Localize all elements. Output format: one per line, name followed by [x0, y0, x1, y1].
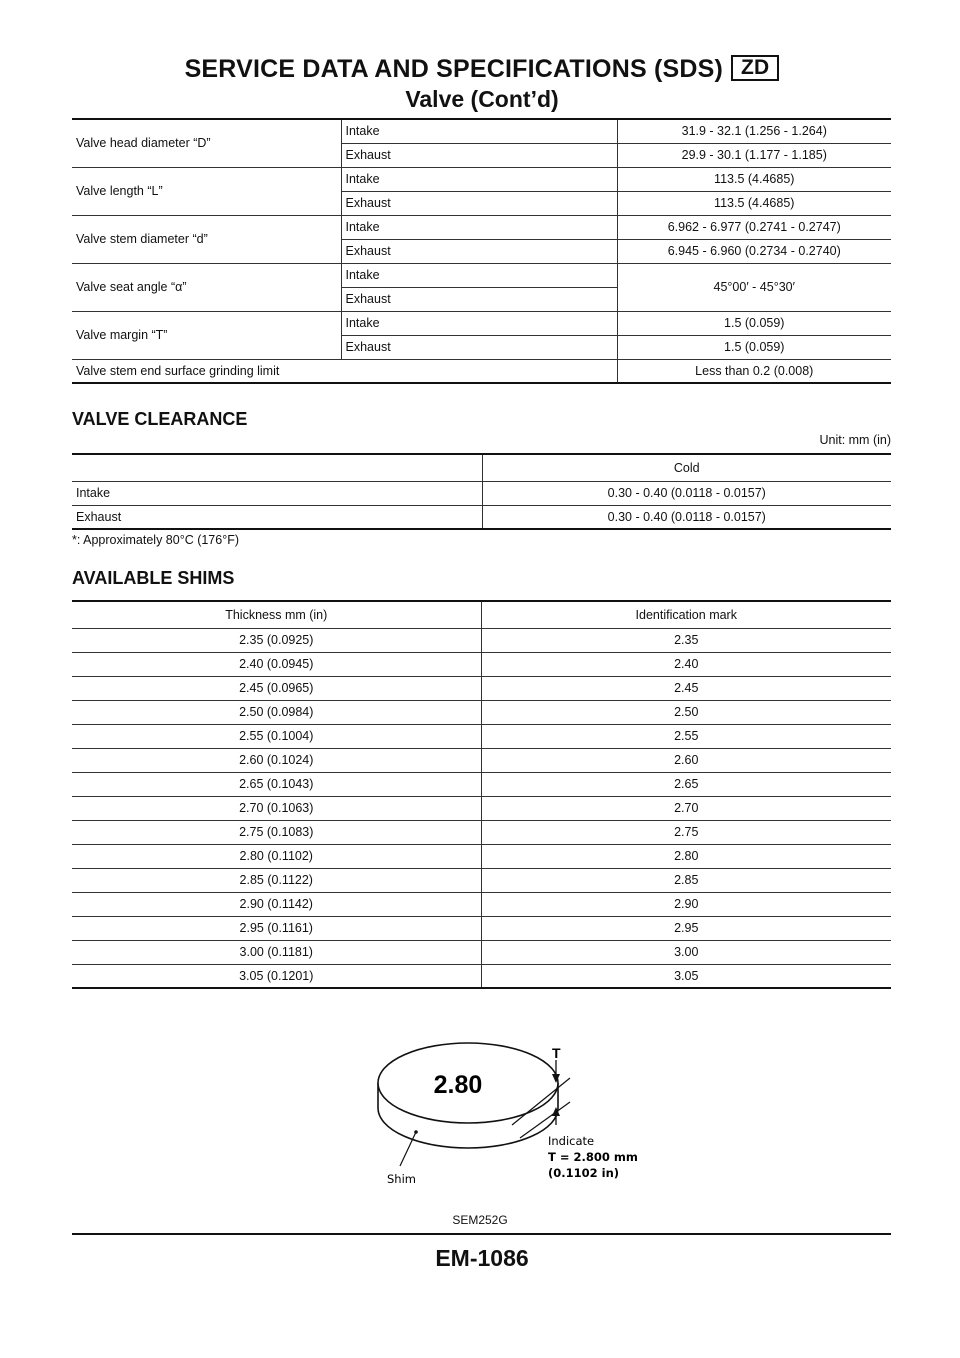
table-row — [72, 215, 891, 239]
table-header-row — [72, 601, 891, 628]
table-row — [72, 748, 891, 772]
shim-mark: 2.80 — [481, 844, 891, 868]
spec-sub-label: Exhaust — [341, 143, 617, 167]
table-row — [72, 167, 891, 191]
shim-mark: 3.00 — [481, 940, 891, 964]
shim-thickness: 2.80 (0.1102) — [72, 844, 481, 868]
table-row — [72, 263, 891, 287]
spec-value: Less than 0.2 (0.008) — [617, 359, 891, 383]
empty-header-cell — [72, 454, 482, 481]
table-row — [72, 311, 891, 335]
shim-thickness: 2.75 (0.1083) — [72, 820, 481, 844]
spec-label: Valve stem end surface grinding limit — [72, 359, 617, 383]
table-row — [72, 676, 891, 700]
table-row — [72, 505, 891, 529]
table-row — [72, 820, 891, 844]
shim-mark: 2.35 — [481, 628, 891, 652]
table-row — [72, 940, 891, 964]
spec-value: 113.5 (4.4685) — [617, 167, 891, 191]
spec-value: 1.5 (0.059) — [617, 335, 891, 359]
spec-value: 6.945 - 6.960 (0.2734 - 0.2740) — [617, 239, 891, 263]
spec-sub-label: Exhaust — [341, 287, 617, 311]
spec-sub-label: Intake — [341, 167, 617, 191]
table-row — [72, 892, 891, 916]
shim-mark: 2.90 — [481, 892, 891, 916]
page-subtitle: Valve (Cont’d) — [405, 86, 559, 112]
footnote: *: Approximately 80°C (176°F) — [72, 533, 240, 547]
shim-mark: 2.65 — [481, 772, 891, 796]
shim-mark: 2.40 — [481, 652, 891, 676]
spec-label: Valve stem diameter “d” — [72, 215, 341, 263]
valve-clearance-title: VALVE CLEARANCE — [72, 409, 248, 429]
column-header-mark: Identification mark — [481, 601, 891, 628]
shim-mark: 3.05 — [481, 964, 891, 988]
shim-mark: 2.75 — [481, 820, 891, 844]
spec-label: Valve seat angle “α” — [72, 263, 341, 311]
page-number: EM-1086 — [435, 1245, 529, 1271]
shim-mark: 2.95 — [481, 916, 891, 940]
shim-illustration — [370, 1030, 650, 1195]
section-badge: ZD — [731, 55, 779, 81]
valve-spec-table — [72, 118, 891, 384]
spec-label: Valve margin “T” — [72, 311, 341, 359]
shim-mark: 2.50 — [481, 700, 891, 724]
shim-identification-mark: 2.80 — [433, 1071, 483, 1099]
shim-thickness: 2.90 (0.1142) — [72, 892, 481, 916]
shim-thickness: 2.55 (0.1004) — [72, 724, 481, 748]
figure-caption: SEM252G — [452, 1213, 508, 1227]
spec-value: 45°00′ - 45°30′ — [617, 263, 891, 311]
page-header-title — [72, 55, 892, 84]
shim-mark: 2.70 — [481, 796, 891, 820]
column-header-thickness: Thickness mm (in) — [72, 601, 481, 628]
shim-mark: 2.45 — [481, 676, 891, 700]
shim-thickness: 3.05 (0.1201) — [72, 964, 481, 988]
spec-value: 6.962 - 6.977 (0.2741 - 0.2747) — [617, 215, 891, 239]
indicate-label: Indicate — [548, 1134, 595, 1148]
table-row — [72, 652, 891, 676]
shim-label: Shim — [387, 1172, 416, 1186]
spec-sub-label: Intake — [341, 215, 617, 239]
table-header-row — [72, 454, 891, 481]
table-row — [72, 359, 891, 383]
table-row — [72, 772, 891, 796]
column-header-cold: Cold — [482, 454, 891, 481]
shim-thickness: 2.65 (0.1043) — [72, 772, 481, 796]
shim-mark: 2.85 — [481, 868, 891, 892]
shim-mark: 2.55 — [481, 724, 891, 748]
available-shims-title: AVAILABLE SHIMS — [72, 568, 235, 588]
spec-sub-label: Exhaust — [341, 335, 617, 359]
table-row — [72, 119, 891, 143]
thickness-value-in: (0.1102 in) — [548, 1166, 620, 1180]
thickness-t-label: T — [552, 1045, 561, 1061]
footer-divider — [72, 1233, 891, 1235]
clearance-label: Exhaust — [72, 505, 482, 529]
shim-thickness: 2.40 (0.0945) — [72, 652, 481, 676]
table-row — [72, 628, 891, 652]
table-row — [72, 868, 891, 892]
table-row — [72, 844, 891, 868]
shim-thickness: 2.45 (0.0965) — [72, 676, 481, 700]
shim-thickness: 3.00 (0.1181) — [72, 940, 481, 964]
shim-thickness: 2.35 (0.0925) — [72, 628, 481, 652]
table-row — [72, 964, 891, 988]
unit-label: Unit: mm (in) — [819, 433, 891, 447]
spec-sub-label: Intake — [341, 263, 617, 287]
shim-thickness: 2.50 (0.0984) — [72, 700, 481, 724]
shim-thickness: 2.85 (0.1122) — [72, 868, 481, 892]
spec-label: Valve length “L” — [72, 167, 341, 215]
table-row — [72, 796, 891, 820]
spec-value: 113.5 (4.4685) — [617, 191, 891, 215]
table-row — [72, 481, 891, 505]
table-row — [72, 700, 891, 724]
clearance-label: Intake — [72, 481, 482, 505]
clearance-value: 0.30 - 0.40 (0.0118 - 0.0157) — [482, 481, 891, 505]
spec-value: 1.5 (0.059) — [617, 311, 891, 335]
clearance-value: 0.30 - 0.40 (0.0118 - 0.0157) — [482, 505, 891, 529]
spec-label: Valve head diameter “D” — [72, 119, 341, 167]
available-shims-table — [72, 600, 891, 989]
spec-value: 31.9 - 32.1 (1.256 - 1.264) — [617, 119, 891, 143]
spec-sub-label: Intake — [341, 311, 617, 335]
shim-thickness: 2.95 (0.1161) — [72, 916, 481, 940]
shim-mark: 2.60 — [481, 748, 891, 772]
spec-value: 29.9 - 30.1 (1.177 - 1.185) — [617, 143, 891, 167]
valve-clearance-table — [72, 453, 891, 530]
table-row — [72, 916, 891, 940]
thickness-value-mm: T = 2.800 mm — [548, 1150, 638, 1164]
shim-thickness: 2.60 (0.1024) — [72, 748, 481, 772]
header-title-text: SERVICE DATA AND SPECIFICATIONS (SDS) — [184, 55, 724, 83]
spec-sub-label: Exhaust — [341, 239, 617, 263]
table-row — [72, 724, 891, 748]
spec-sub-label: Exhaust — [341, 191, 617, 215]
spec-sub-label: Intake — [341, 119, 617, 143]
shim-thickness: 2.70 (0.1063) — [72, 796, 481, 820]
